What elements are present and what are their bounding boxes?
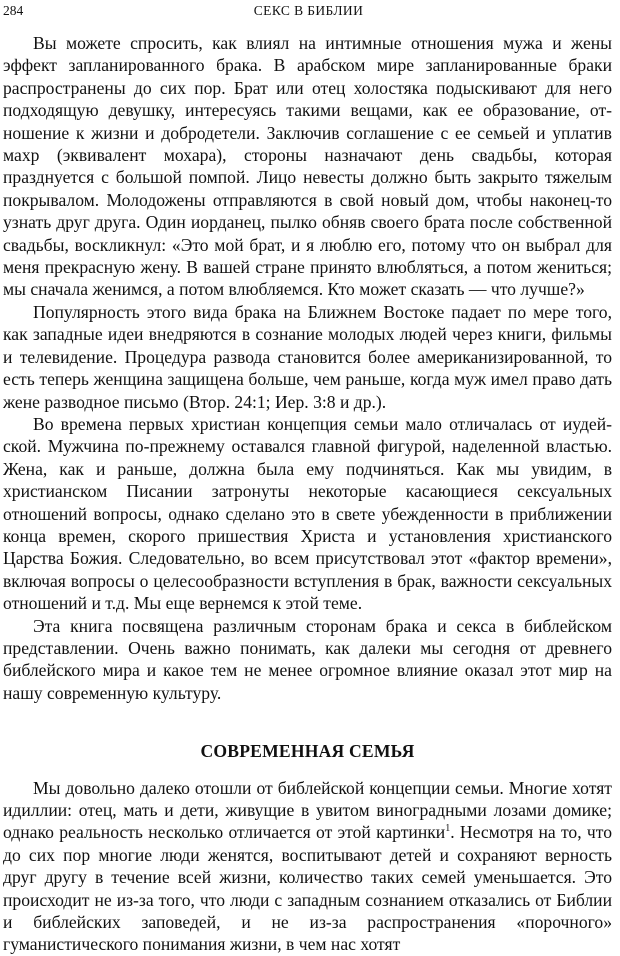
running-title: СЕКС В БИБЛИИ: [253, 3, 364, 18]
paragraph-arranged-marriage: Вы можете спросить, как влиял на интимные отношения мужа и жены эффект запланированного брака. В арабском мире запланированные браки распространены до сих пор. Брат или отец холостяка подыскивают для него подходящую девушку, интересуясь такими вещами, как ее образование, отношение к жизни и добродетели. Заключив соглашение с ее семьей и уплатив махр (эквивалент мохара), стороны назначают день свадьбы, которая празднуется с большой помпой. Лицо невесты должно быть закрыто тяжелым покрывалом. Молодожены отправляются в свой новый дом, чтобы наконец-то узнать друг друга. Один иорданец, пылко обняв своего брата после собственной свадьбы, воскликнул: «Это мой брат, и я люблю его, потому что он выбрал для меня прекрасную жену. В вашей стране принято влюбляться, а потом жениться; мы сначала женимся, а потом влюбляемся. Кто может сказать — что лучше?»: [3, 33, 612, 300]
page-number: 284: [3, 3, 24, 18]
running-header: [3, 1, 614, 21]
body-text: [3, 32, 612, 956]
paragraph-early-christians: Во времена первых христиан концепция семьи мало отличалась от иудейской. Мужчина по-прежнему оставался главной фигурой, наделенной властью. Жена, как и раньше, должна была ему подчиняться. Как мы увидим, в христианском Писании затронуты некоторые касающиеся сексуальных отношений вопросы, однако сделано это в свете убежденности в приближении конца времен, скорого пришествия Христа и установления христианского Царства Божия. Следовательно, во всем присутствовал этот «фактор времени», включая вопросы о целесообразности вступления в брак, важности сексуальных отношений и т.д. Мы еще вернемся к этой теме.: [3, 413, 612, 614]
paragraph-book-purpose: Эта книга посвящена различным сторонам брака и секса в библейском представлении. Очень важно понимать, как далеки мы сегодня от древнего библейского мира и какое тем не менее огромное влияние оказал этот мир на нашу современную культуру.: [3, 615, 612, 703]
footnote-reference[interactable]: 1: [445, 823, 451, 835]
paragraph-western-ideas: Популярность этого вида брака на Ближнем Востоке падает по мере того, как западные идеи внедряются в сознание молодых людей через книги, фильмы и телевидение. Процедура развода становится более американизированной, то есть теперь женщина защищена больше, чем раньше, когда муж имел право дать жене разводное письмо (Втор. 24:1; Иер. 3:8 и др.).: [3, 301, 612, 412]
paragraph-modern-family-rest: . Несмотря на то, что до сих пор многие люди женятся, воспитывают детей и сохраняют верность друг другу в течение всей жизни, количество таких семей уменьшается. Это происходит не из-за того, что люди с западным сознанием отказались от Библии и библейских заповедей, и не из-за распространения «порочного» гуманистического понимания жизни, в чем нас хотят: [3, 822, 613, 955]
paragraph-modern-family: [3, 777, 612, 956]
section-heading: СОВРЕМЕННАЯ СЕМЬЯ: [200, 741, 415, 762]
paragraph-modern-family-start: Мы довольно далеко отошли от библейской концепции семьи. Многие хотят идиллии: отец, мать и дети, живущие в увитом виноградными лозами домике; однако реальность несколько отличается от этой картинки: [3, 777, 612, 843]
